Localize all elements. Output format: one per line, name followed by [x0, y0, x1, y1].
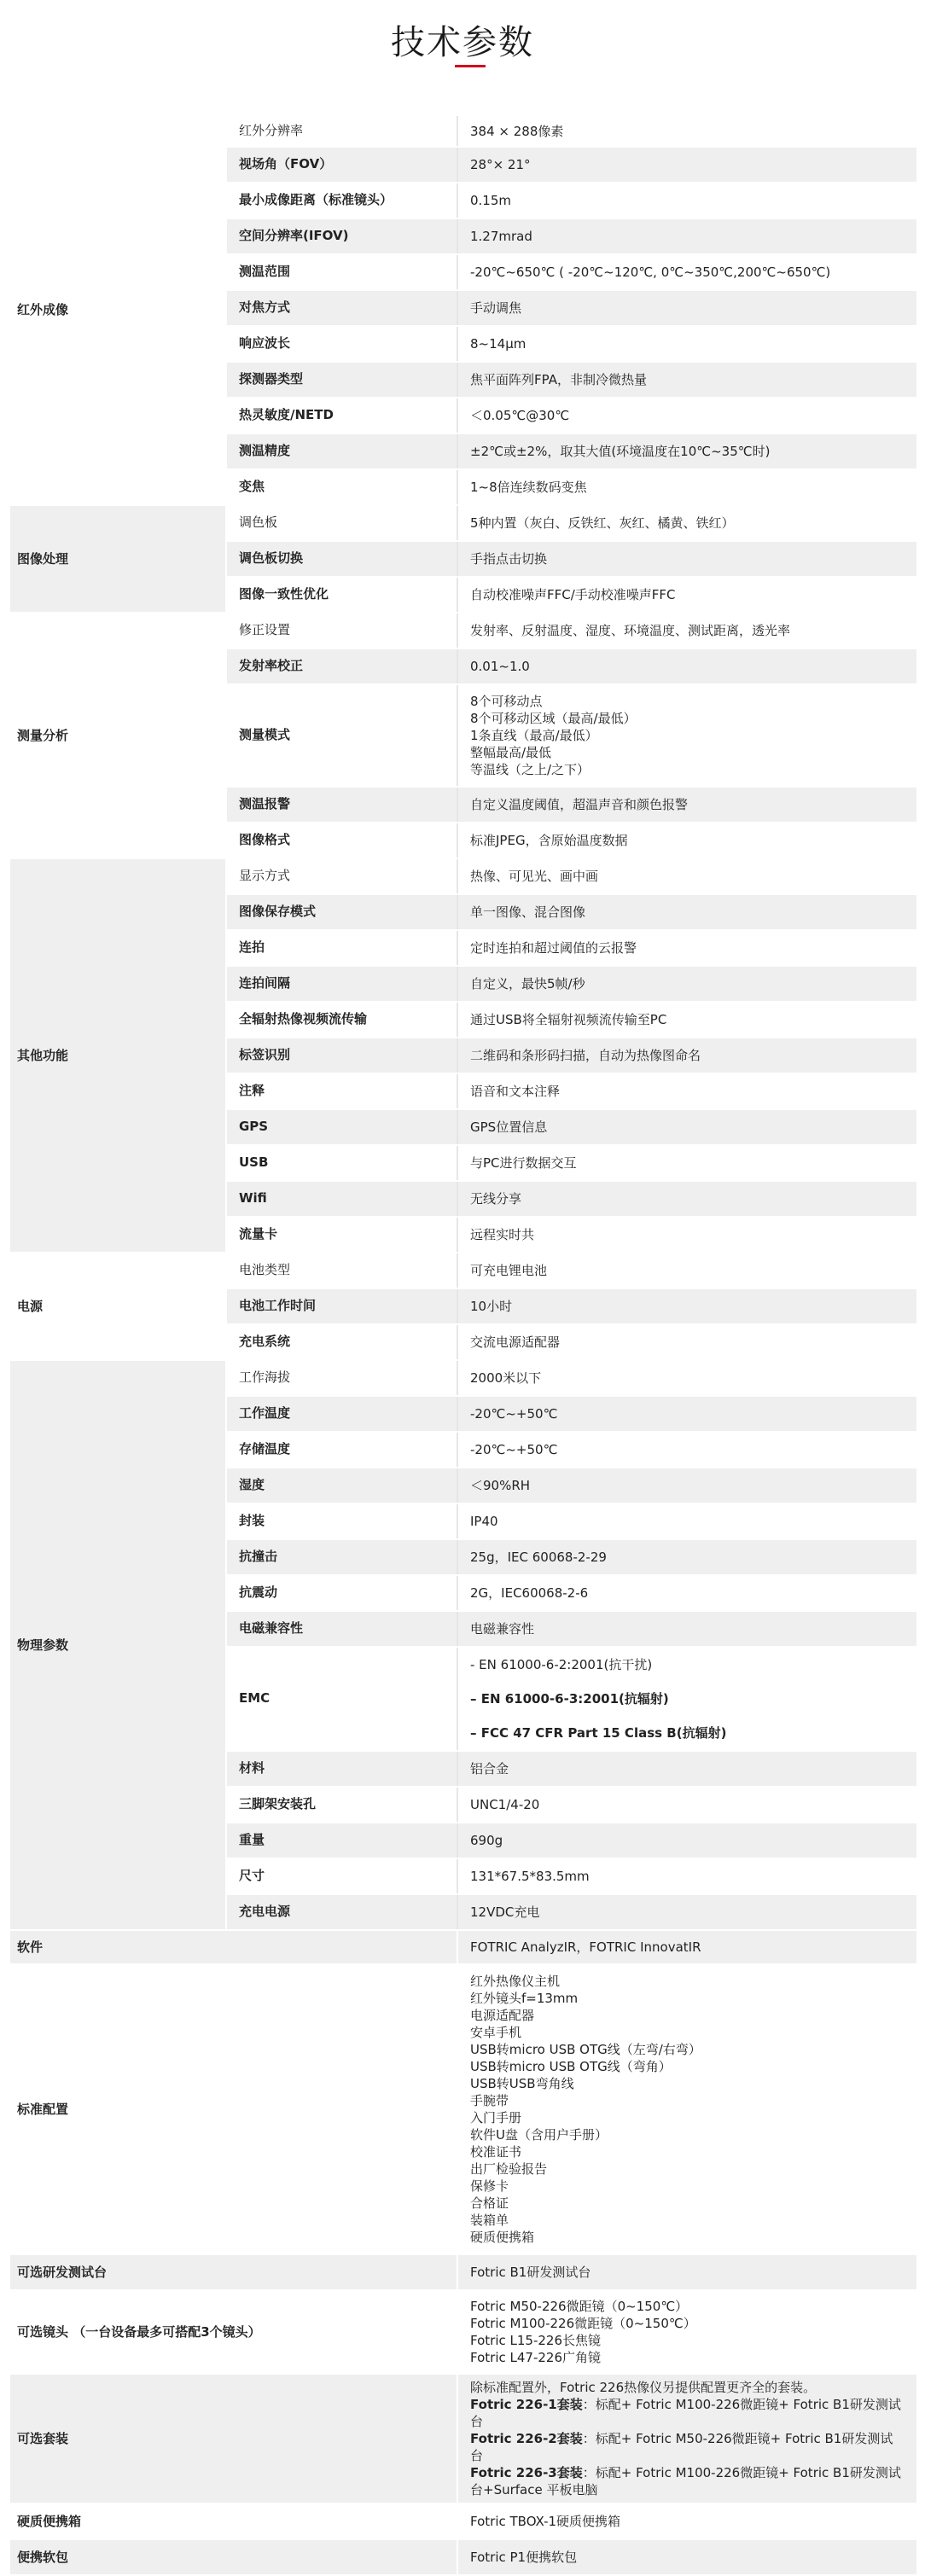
- spec-value: 131*67.5*83.5mm: [470, 1869, 590, 1884]
- spec-row: [227, 1859, 916, 1895]
- spec-row: [227, 1752, 916, 1788]
- spec-value: 语音和文本注释: [470, 1084, 561, 1099]
- spec-key: 调色板: [227, 506, 458, 540]
- spec-row-standard: [10, 1965, 916, 2255]
- spec-row: [227, 613, 916, 649]
- spec-table: [10, 116, 916, 2576]
- spec-value: Fotric B1研发测试台: [470, 2265, 591, 2280]
- spec-row: [227, 398, 916, 434]
- spec-value: 单一图像、混合图像: [470, 904, 586, 920]
- spec-row: [227, 327, 916, 363]
- spec-value: 与PC进行数据交互: [470, 1155, 577, 1171]
- spec-row: [227, 116, 916, 148]
- spec-key: 电池类型: [227, 1253, 458, 1288]
- spec-key: 热灵敏度/NETD: [227, 398, 458, 433]
- spec-value: 8个可移动点 8个可移动区域（最高/最低） 1条直线（最高/最低） 整幅最高/最低 等温线（之上/之下）: [470, 694, 637, 777]
- spec-row: [227, 148, 916, 183]
- spec-row: [227, 1895, 916, 1929]
- emc-line: – FCC 47 CFR Part 15 Class B(抗辐射): [470, 1725, 727, 1741]
- spec-value: IP40: [470, 1514, 498, 1529]
- spec-row: [227, 685, 916, 788]
- spec-value: UNC1/4-20: [470, 1797, 540, 1812]
- spec-row: [227, 542, 916, 578]
- spec-value: 0.15m: [470, 193, 512, 208]
- spec-key: 调色板切换: [227, 542, 458, 576]
- spec-value: 自定义，最快5帧/秒: [470, 976, 585, 991]
- spec-key: 充电系统: [227, 1325, 458, 1359]
- spec-key: 响应波长: [227, 327, 458, 361]
- spec-group: [10, 506, 916, 613]
- spec-row: [227, 578, 916, 612]
- spec-value: 热像、可见光、画中画: [470, 869, 599, 884]
- spec-value: 0.01~1.0: [470, 659, 530, 674]
- spec-value: 12VDC充电: [470, 1904, 540, 1920]
- group-rows: [227, 859, 916, 1252]
- spec-row: [227, 649, 916, 685]
- emc-line: - EN 61000-6-2:2001(抗干扰): [470, 1657, 653, 1672]
- spec-value: 二维码和条形码扫描，自动为热像图命名: [470, 1048, 701, 1063]
- group-label: 测量分析: [10, 613, 227, 858]
- spec-value: 交流电源适配器: [470, 1335, 561, 1350]
- spec-value: 手指点击切换: [470, 551, 548, 567]
- spec-key: 变焦: [227, 470, 458, 504]
- title-underline: [455, 65, 486, 67]
- group-label: 硬质便携箱: [10, 2504, 458, 2538]
- spec-key: 视场角（FOV）: [227, 148, 458, 182]
- spec-value: 5种内置（灰白、反铁红、灰红、橘黄、铁红）: [470, 515, 735, 531]
- spec-row: [227, 1612, 916, 1648]
- spec-row-hardcase: [10, 2504, 916, 2540]
- spec-key: 红外分辨率: [227, 116, 458, 146]
- spec-value: GPS位置信息: [470, 1119, 548, 1135]
- spec-row: [227, 1146, 916, 1182]
- spec-row: [227, 1289, 916, 1325]
- spec-key: EMC: [227, 1648, 458, 1750]
- spec-row: [227, 1182, 916, 1218]
- spec-value: 远程实时共: [470, 1227, 535, 1242]
- spec-row: [227, 1433, 916, 1468]
- kit-desc: ：标配+ Fotric M100-226微距镜+ Fotric B1研发测试台: [470, 2397, 901, 2429]
- spec-value: 自定义温度阈值，超温声音和颜色报警: [470, 797, 689, 812]
- spec-key: 注释: [227, 1074, 458, 1108]
- spec-key: 电池工作时间: [227, 1289, 458, 1323]
- spec-row: [227, 363, 916, 398]
- spec-row: [227, 1540, 916, 1576]
- spec-key: 图像一致性优化: [227, 578, 458, 612]
- spec-row: [227, 470, 916, 504]
- spec-key: 连拍: [227, 931, 458, 965]
- spec-value: 1~8倍连续数码变焦: [470, 480, 587, 495]
- spec-value: 384 × 288像素: [470, 123, 564, 139]
- spec-key: USB: [227, 1146, 458, 1180]
- kit-item: [470, 2464, 905, 2498]
- spec-key: 抗震动: [227, 1576, 458, 1610]
- spec-key: 全辐射热像视频流传输: [227, 1003, 458, 1037]
- spec-row-lens: [10, 2291, 916, 2375]
- spec-key: 测温范围: [227, 255, 458, 289]
- spec-value: [458, 2375, 916, 2503]
- spec-key: 测量模式: [227, 685, 458, 786]
- spec-value: Fotric P1便携软包: [470, 2550, 578, 2565]
- spec-row: [227, 931, 916, 967]
- spec-row: [227, 1504, 916, 1540]
- group-rows: [227, 613, 916, 858]
- spec-value: 8~14μm: [470, 336, 526, 352]
- group-rows: [227, 506, 916, 612]
- spec-row: [227, 506, 916, 542]
- spec-key: Wifi: [227, 1182, 458, 1216]
- spec-row: [227, 1110, 916, 1146]
- spec-key: 充电电源: [227, 1895, 458, 1929]
- kit-item: [470, 2396, 905, 2430]
- kits-intro: 除标准配置外，Fotric 226热像仪另提供配置更齐全的套装。: [470, 2380, 817, 2395]
- group-rows: [227, 116, 916, 504]
- spec-key: 存储温度: [227, 1433, 458, 1467]
- group-label: 标准配置: [10, 1965, 458, 2253]
- spec-value: 电磁兼容性: [470, 1621, 535, 1637]
- spec-value: 焦平面阵列FPA，非制冷微热量: [470, 372, 647, 387]
- spec-value: -20℃~+50℃: [470, 1442, 558, 1457]
- spec-key: 重量: [227, 1823, 458, 1858]
- spec-key: 连拍间隔: [227, 967, 458, 1001]
- spec-row: [227, 255, 916, 291]
- spec-row: [227, 967, 916, 1003]
- spec-row: [227, 183, 916, 219]
- spec-row: [227, 1576, 916, 1612]
- spec-row-software: [10, 1931, 916, 1965]
- spec-row: [227, 788, 916, 823]
- spec-key: 修正设置: [227, 613, 458, 648]
- spec-key: 尺寸: [227, 1859, 458, 1893]
- spec-key: 标签识别: [227, 1038, 458, 1073]
- group-label: 物理参数: [10, 1361, 227, 1929]
- spec-row: [227, 823, 916, 858]
- spec-value: FOTRIC AnalyzIR，FOTRIC InnovatIR: [470, 1939, 701, 1955]
- kit-name: Fotric 226-2套装: [470, 2431, 583, 2446]
- spec-value: ±2℃或±2%，取其大值(环境温度在10℃~35℃时): [470, 444, 771, 459]
- spec-row: [227, 1468, 916, 1504]
- spec-key: 材料: [227, 1752, 458, 1786]
- group-rows: [227, 1361, 916, 1929]
- kit-desc: ：标配+ Fotric M50-226微距镜+ Fotric B1研发测试台: [470, 2431, 893, 2463]
- kit-desc: ：标配+ Fotric M100-226微距镜+ Fotric B1研发测试台+Surface 平板电脑: [470, 2465, 901, 2497]
- spec-row-softbag: [10, 2540, 916, 2576]
- spec-row: [227, 1074, 916, 1110]
- spec-key: 测温精度: [227, 434, 458, 468]
- spec-key: 三脚架安装孔: [227, 1788, 458, 1822]
- group-rows: [227, 1253, 916, 1359]
- spec-row: [227, 1038, 916, 1074]
- spec-group: [10, 1361, 916, 1931]
- spec-value: 定时连拍和超过阈值的云报警: [470, 940, 637, 956]
- spec-value: 2000米以下: [470, 1370, 542, 1386]
- spec-row: [227, 1253, 916, 1289]
- spec-row: [227, 1788, 916, 1823]
- spec-key: 最小成像距离（标准镜头）: [227, 183, 458, 218]
- spec-value: [458, 1648, 916, 1750]
- spec-group: [10, 613, 916, 859]
- spec-value: 标准JPEG，含原始温度数据: [470, 833, 628, 848]
- spec-value: ＜90%RH: [470, 1478, 531, 1493]
- spec-value: ＜0.05℃@30℃: [470, 408, 570, 423]
- spec-key: GPS: [227, 1110, 458, 1144]
- group-label: 其他功能: [10, 859, 227, 1252]
- spec-row: [227, 1648, 916, 1752]
- spec-value: -20℃~+50℃: [470, 1406, 558, 1422]
- spec-value: Fotric M50-226微距镜（0~150℃） Fotric M100-226微距镜（0~150℃） Fotric L15-226长焦镜 Fotric L47-226广角镜: [470, 2299, 696, 2365]
- group-label: 便携软包: [10, 2540, 458, 2574]
- spec-key: 图像保存模式: [227, 895, 458, 929]
- kit-name: Fotric 226-1套装: [470, 2397, 583, 2412]
- spec-key: 湿度: [227, 1468, 458, 1503]
- group-label: 软件: [10, 1931, 458, 1963]
- spec-row: [227, 859, 916, 895]
- group-label: 图像处理: [10, 506, 227, 612]
- spec-key: 对焦方式: [227, 291, 458, 325]
- spec-group: [10, 116, 916, 506]
- spec-value: 28°× 21°: [470, 157, 531, 172]
- kit-item: [470, 2430, 905, 2464]
- spec-group: [10, 1253, 916, 1361]
- spec-row: [227, 291, 916, 327]
- spec-key: 空间分辨率(IFOV): [227, 219, 458, 253]
- spec-value: 红外热像仪主机 红外镜头f=13mm 电源适配器 安卓手机 USB转micro USB OTG线（左弯/右弯） USB转micro USB OTG线（弯角） USB转USB弯角线 手腕带 入门手册 软件U盘（含用户手册） 校准证书 出厂检验报告 保修卡 合格证 装箱单 硬质便携箱: [470, 1974, 701, 2245]
- emc-line: – EN 61000-6-3:2001(抗辐射): [470, 1691, 669, 1707]
- spec-value: 通过USB将全辐射视频流传输至PC: [470, 1012, 667, 1027]
- spec-value: -20℃~650℃ ( -20℃~120℃, 0℃~350℃,200℃~650℃): [470, 265, 831, 280]
- spec-value: 手动调焦: [470, 300, 522, 316]
- spec-row: [227, 1003, 916, 1038]
- spec-row: [227, 1218, 916, 1252]
- spec-value: 2G，IEC60068-2-6: [470, 1585, 589, 1601]
- spec-row: [227, 1823, 916, 1859]
- group-label: 可选套装: [10, 2375, 458, 2503]
- spec-value: 1.27mrad: [470, 229, 532, 244]
- kit-name: Fotric 226-3套装: [470, 2465, 583, 2480]
- spec-value: 可充电锂电池: [470, 1263, 548, 1278]
- spec-key: 封装: [227, 1504, 458, 1538]
- spec-key: 测温报警: [227, 788, 458, 822]
- spec-value: 铝合金: [470, 1761, 509, 1776]
- spec-value: 690g: [470, 1833, 503, 1848]
- spec-row: [227, 434, 916, 470]
- spec-key: 工作温度: [227, 1397, 458, 1431]
- spec-group: [10, 859, 916, 1253]
- spec-value: 发射率、反射温度、湿度、环境温度、测试距离，透光率: [470, 623, 791, 638]
- spec-key: 电磁兼容性: [227, 1612, 458, 1646]
- spec-row: [227, 1325, 916, 1359]
- page-title: 技术参数: [391, 23, 534, 62]
- group-label: 可选研发测试台: [10, 2255, 458, 2289]
- spec-key: 抗撞击: [227, 1540, 458, 1574]
- spec-key: 显示方式: [227, 859, 458, 893]
- group-label: 可选镜头 （一台设备最多可搭配3个镜头）: [10, 2291, 458, 2373]
- spec-key: 流量卡: [227, 1218, 458, 1252]
- spec-value: 10小时: [470, 1299, 513, 1314]
- spec-row: [227, 1361, 916, 1397]
- spec-key: 发射率校正: [227, 649, 458, 683]
- spec-key: 工作海拔: [227, 1361, 458, 1395]
- spec-key: 探测器类型: [227, 363, 458, 397]
- spec-value: Fotric TBOX-1硬质便携箱: [470, 2514, 621, 2529]
- spec-row: [227, 895, 916, 931]
- spec-key: 图像格式: [227, 823, 458, 858]
- spec-row: [227, 1397, 916, 1433]
- spec-value: 无线分享: [470, 1191, 522, 1207]
- spec-row: [227, 219, 916, 255]
- group-label: 红外成像: [10, 116, 227, 504]
- group-label: 电源: [10, 1253, 227, 1359]
- spec-row-testbench: [10, 2255, 916, 2291]
- spec-value: 自动校准噪声FFC/手动校准噪声FFC: [470, 587, 676, 602]
- spec-row-kits: [10, 2375, 916, 2504]
- spec-value: 25g，IEC 60068-2-29: [470, 1550, 607, 1565]
